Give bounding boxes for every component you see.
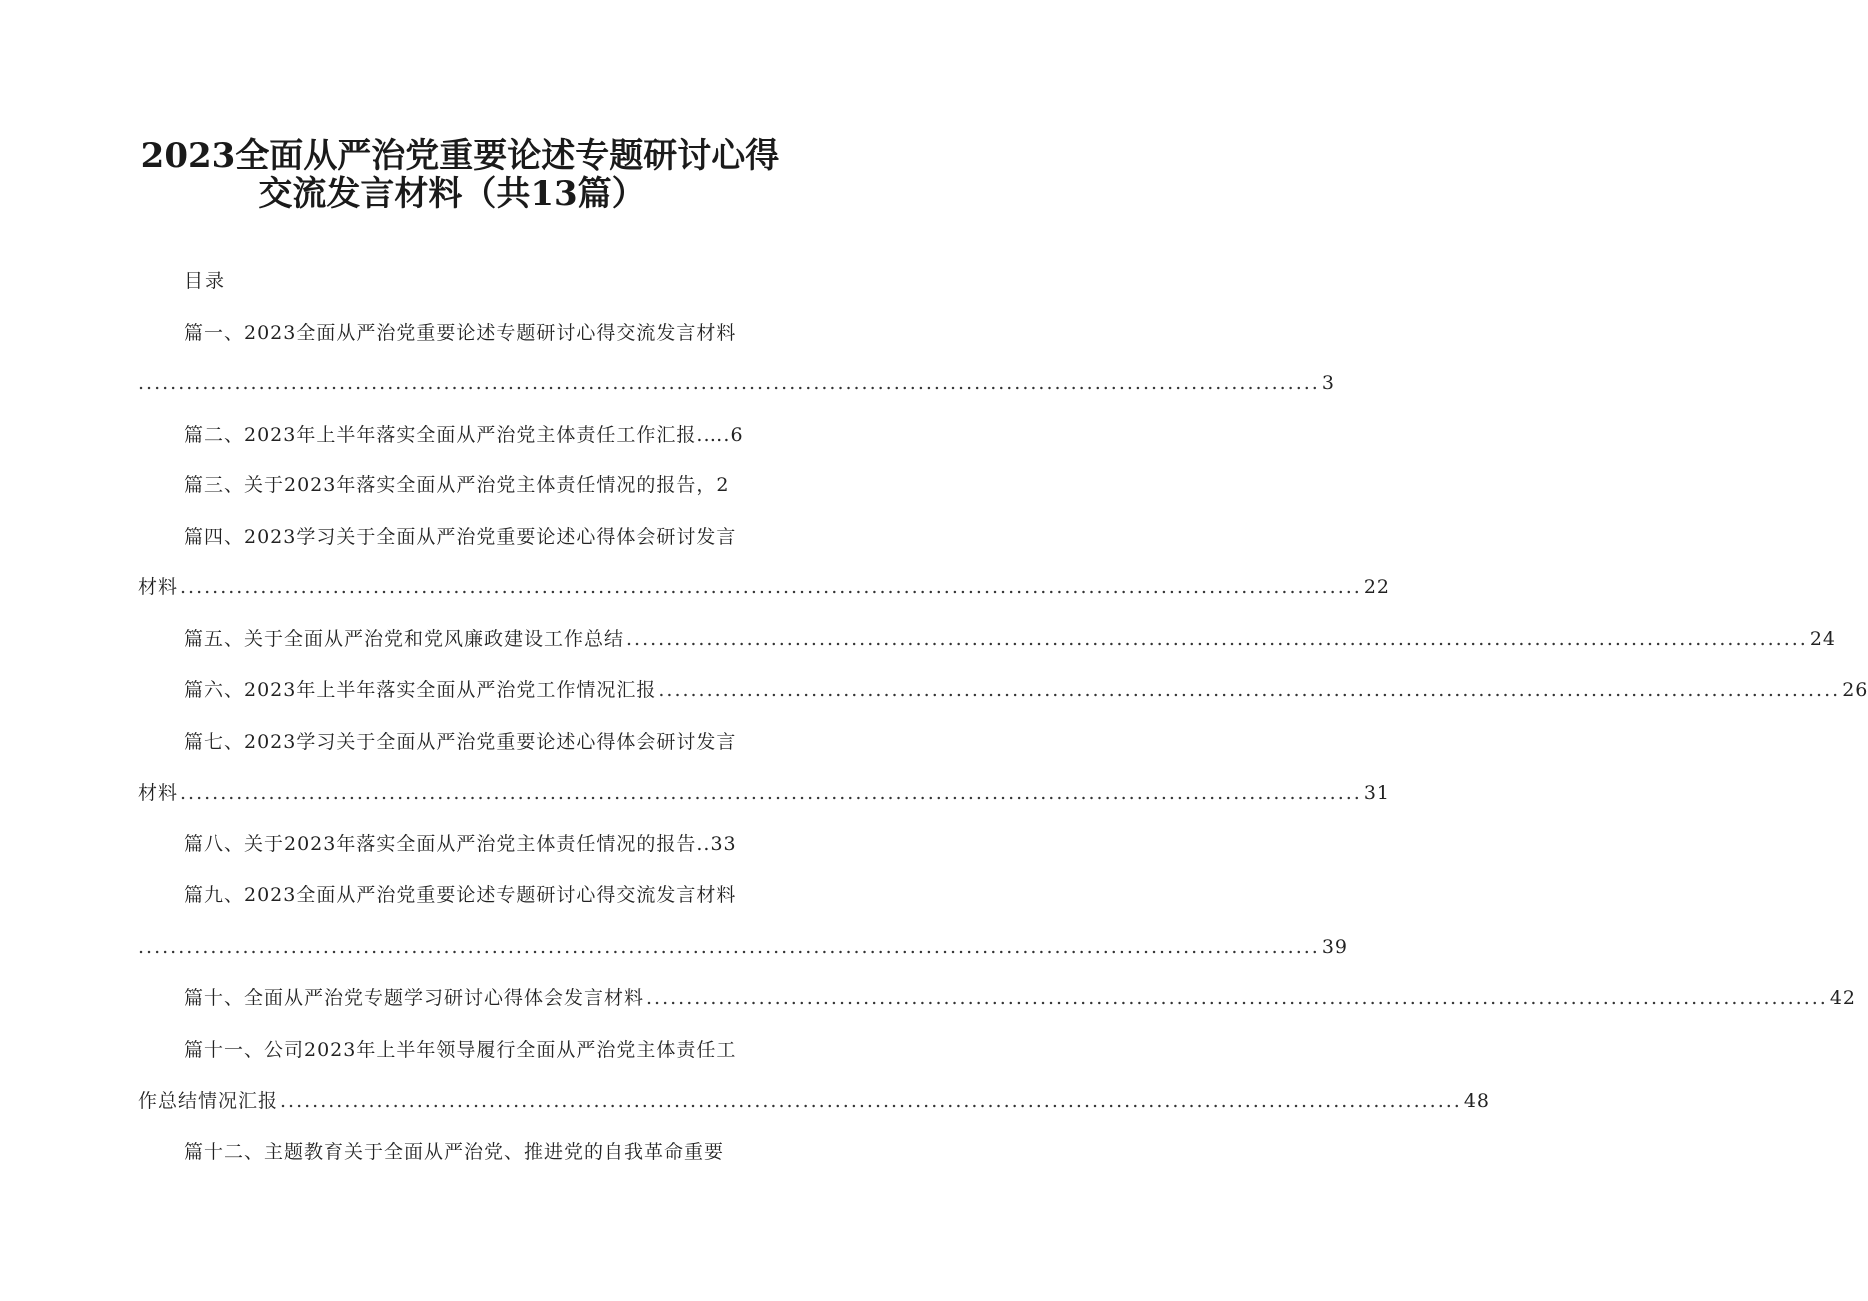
toc-entry-11-page: 48 (1463, 1090, 1491, 1112)
toc-entry-10-text: 篇十、全面从严治党专题学习研讨心得体会发言材料 (184, 987, 645, 1009)
toc-entry-2-text: 篇二、2023年上半年落实全面从严治党主体责任工作汇报.… (184, 424, 724, 446)
toc-entry-2[interactable] (184, 422, 744, 448)
toc-entry-1-leader[interactable] (138, 370, 1335, 396)
toc-entry-10[interactable] (184, 985, 1857, 1011)
toc-entry-7-leader[interactable] (138, 780, 1391, 806)
toc-entry-1-text[interactable]: 篇一、2023全面从严治党重要论述专题研讨心得交流发言材料 (184, 322, 737, 344)
toc-entry-7-text-cont: 材料 (138, 782, 179, 804)
toc-entry-4-page: 22 (1363, 576, 1391, 598)
leader-dots: ................................................................................................................................................... (180, 576, 1362, 598)
toc-entry-11-text-cont: 作总结情况汇报 (138, 1090, 279, 1112)
document-title-line-1: 2023全面从严治党重要论述专题研讨心得 (140, 136, 780, 176)
toc-entry-8-page: 33 (710, 833, 737, 855)
toc-entry-3[interactable] (184, 472, 729, 498)
toc-entry-8[interactable] (184, 831, 737, 857)
toc-entry-8-text: 篇八、关于2023年落实全面从严治党主体责任情况的报告.. (184, 833, 711, 855)
leader-dots: ................................................................................................................................................... (626, 628, 1808, 650)
leader-dots: ................................................................................................................................................... (138, 936, 1320, 958)
toc-entry-5-text: 篇五、关于全面从严治党和党风廉政建设工作总结 (184, 628, 625, 650)
leader-dots: ................................................................................................................................................... (280, 1090, 1462, 1112)
leader-dots: ................................................................................................................................................... (138, 372, 1320, 394)
toc-entry-11-leader[interactable] (138, 1088, 1491, 1114)
toc-entry-6-text: 篇六、2023年上半年落实全面从严治党工作情况汇报 (184, 679, 657, 701)
leader-dots: ................................................................................................................................................... (646, 987, 1828, 1009)
toc-entry-3-page: 2 (716, 474, 730, 496)
toc-entry-3-text: 篇三、关于2023年落实全面从严治党主体责任情况的报告， (184, 474, 717, 496)
leader-dots: ................................................................................................................................................... (658, 679, 1841, 701)
toc-entry-12-text[interactable]: 篇十二、主题教育关于全面从严治党、推进党的自我革命重要 (184, 1141, 725, 1163)
toc-entry-9-page: 39 (1321, 936, 1349, 958)
document-title-line-2: 交流发言材料（共13篇） (258, 174, 646, 214)
toc-entry-9-leader[interactable] (138, 934, 1349, 960)
toc-entry-9-text[interactable]: 篇九、2023全面从严治党重要论述专题研讨心得交流发言材料 (184, 884, 737, 906)
toc-heading: 目录 (184, 270, 227, 292)
toc-entry-7-text[interactable]: 篇七、2023学习关于全面从严治党重要论述心得体会研讨发言 (184, 731, 737, 753)
toc-entry-4-leader[interactable] (138, 574, 1391, 600)
toc-entry-1-page: 3 (1321, 372, 1335, 394)
toc-entry-7-page: 31 (1363, 782, 1391, 804)
toc-entry-11-text[interactable]: 篇十一、公司2023年上半年领导履行全面从严治党主体责任工 (184, 1039, 737, 1061)
toc-entry-5-page: 24 (1809, 628, 1837, 650)
leader-dots: ................................................................................................................................................... (180, 782, 1362, 804)
toc-entry-10-page: 42 (1829, 987, 1857, 1009)
toc-entry-4-text[interactable]: 篇四、2023学习关于全面从严治党重要论述心得体会研讨发言 (184, 526, 737, 548)
toc-entry-2-page: .6 (723, 424, 744, 446)
toc-entry-4-text-cont: 材料 (138, 576, 179, 598)
toc-entry-6[interactable] (184, 677, 1868, 703)
toc-entry-6-page: 26 (1842, 679, 1868, 701)
toc-entry-5[interactable] (184, 626, 1837, 652)
